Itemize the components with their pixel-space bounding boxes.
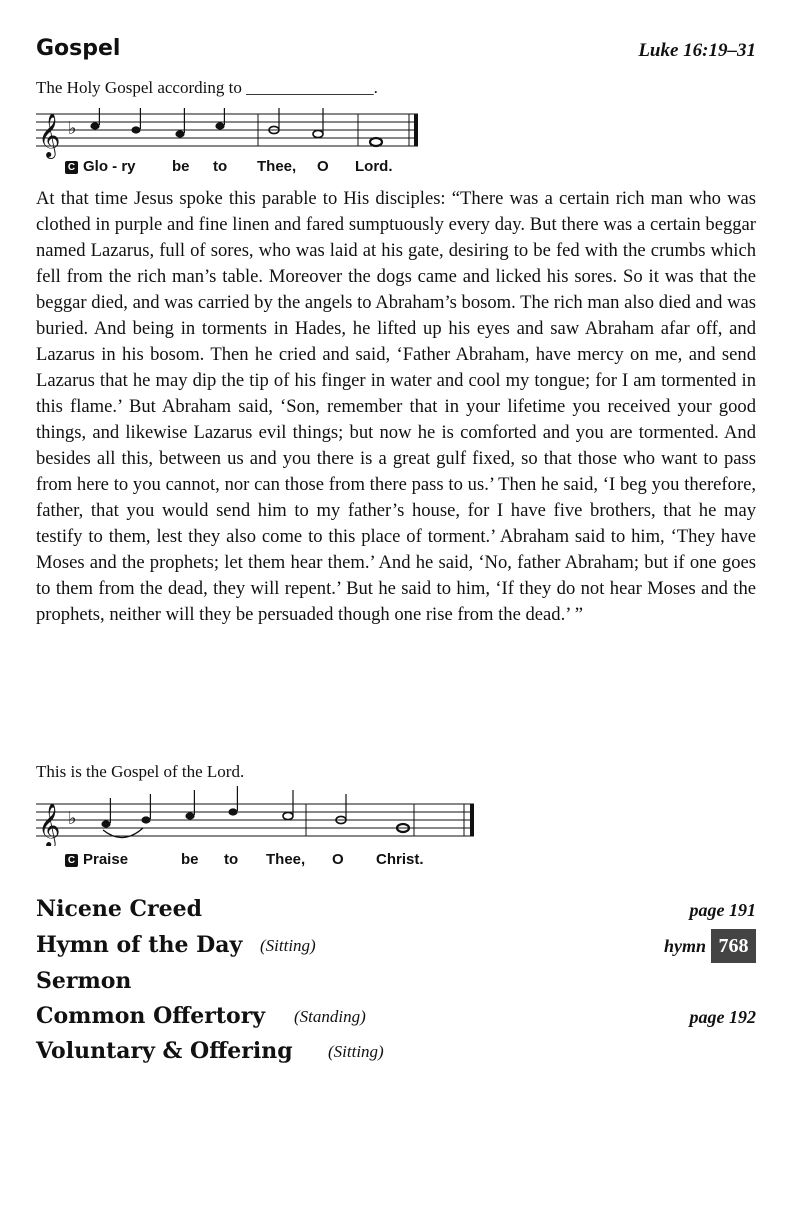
order-item-common-offertory [36, 1003, 756, 1033]
note-quarter [185, 812, 194, 819]
lyric-syllable: Glo - ry [83, 158, 136, 175]
note-quarter [215, 122, 224, 129]
order-title: Nicene Creed [36, 896, 202, 922]
order-title: Voluntary & Offering [36, 1038, 293, 1064]
lyric-syllable: O [332, 851, 344, 868]
congregation-icon: C [65, 854, 78, 867]
gospel-title: Gospel [36, 36, 121, 61]
posture-note: (Sitting) [260, 936, 316, 955]
music-staff-response-2 [36, 786, 496, 846]
lyric-syllable: to [224, 851, 239, 868]
congregation-icon: C [65, 161, 78, 174]
note-quarter [131, 126, 140, 133]
lyric-syllable: Thee, [266, 851, 306, 868]
gospel-reference: Luke 16:19–31 [638, 40, 756, 61]
flat-icon: ♭ [68, 118, 77, 139]
music-staff-response-1 [36, 108, 436, 160]
note-quarter [228, 808, 237, 815]
order-title: Sermon [36, 968, 132, 994]
lyric-syllable: be [181, 851, 199, 868]
posture-note: (Sitting) [328, 1042, 384, 1061]
note-quarter [90, 122, 99, 129]
gospel-header [36, 36, 756, 66]
lyric-syllable: Praise [83, 851, 129, 868]
note-quarter [141, 816, 150, 823]
note-whole [370, 138, 382, 146]
page-reference: page 192 [689, 1007, 756, 1027]
lyric-syllable: Thee, [257, 158, 297, 175]
final-barline [414, 114, 418, 146]
gospel-intro: The Holy Gospel according to _______________. [36, 78, 378, 97]
note-half [313, 130, 323, 137]
note-quarter [101, 820, 110, 827]
order-item-hymn-of-the-day [36, 932, 756, 962]
gospel-reading-text: At that time Jesus spoke this parable to His disciples: “There was a certain rich man who was clothed in purple and fine linen and fared sumptuously every day. But there was a certain beggar named Lazarus, full of sores, who was laid at his gate, desiring to be fed with the crumbs which fell from the rich man’s table. Moreover the dogs came and licked his sores. So it was that the beggar died, and was carried by the angels to Abraham’s bosom. The rich man also died and was buried. And being in torments in Hades, he lifted up his eyes and saw Abraham afar off, and Lazarus in his bosom. Then he cried and said, ‘Father Abraham, have mercy on me, and send Lazarus that he may dip the tip of his finger in water and cool my tongue; for I am tormented in this flame.’ But Abraham said, ‘Son, remember that in your lifetime you received your good things, and likewise Lazarus evil things; but now he is comforted and you are tormented. And besides all this, between us and you there is a great gulf fixed, so that those who want to pass from here to you cannot, nor can those from there pass to us.’ Then he said, ‘I beg you therefore, father, that you would send him to my father’s house, for I have five brothers, that he may testify to them, lest they also come to this place of torment.’ Abraham said to him, ‘They have Moses and the prophets; let them hear them.’ And he said, ‘No, father Abraham; but if one goes to them from the dead, they will repent.’ But he said to him, ‘If they do not hear Moses and the prophets, neither will they be persuaded though one rise from the dead.’ ” [36, 188, 756, 625]
service-page [36, 0, 756, 1224]
lyric-syllable: O [317, 158, 329, 175]
gospel-closing: This is the Gospel of the Lord. [36, 762, 245, 781]
lyric-syllable: Christ. [376, 851, 424, 868]
hymn-number-badge: 768 [711, 929, 756, 963]
order-item-voluntary-offering [36, 1038, 756, 1068]
order-item-nicene-creed [36, 896, 756, 926]
order-title: Common Offertory [36, 1003, 266, 1029]
note-half [283, 812, 293, 819]
flat-icon: ♭ [68, 808, 77, 829]
treble-clef-icon: 𝄞 [38, 113, 61, 157]
page-reference: page 191 [689, 900, 756, 920]
hymn-label: hymn [663, 936, 706, 956]
lyric-syllable: to [213, 158, 228, 175]
order-item-sermon [36, 968, 756, 998]
order-title: Hymn of the Day [36, 932, 243, 958]
note-quarter [175, 130, 184, 137]
posture-note: (Standing) [294, 1007, 366, 1026]
lyric-syllable: Lord. [355, 158, 393, 175]
treble-clef-icon: 𝄞 [38, 803, 61, 846]
final-barline [470, 804, 474, 836]
lyric-syllable: be [172, 158, 190, 175]
